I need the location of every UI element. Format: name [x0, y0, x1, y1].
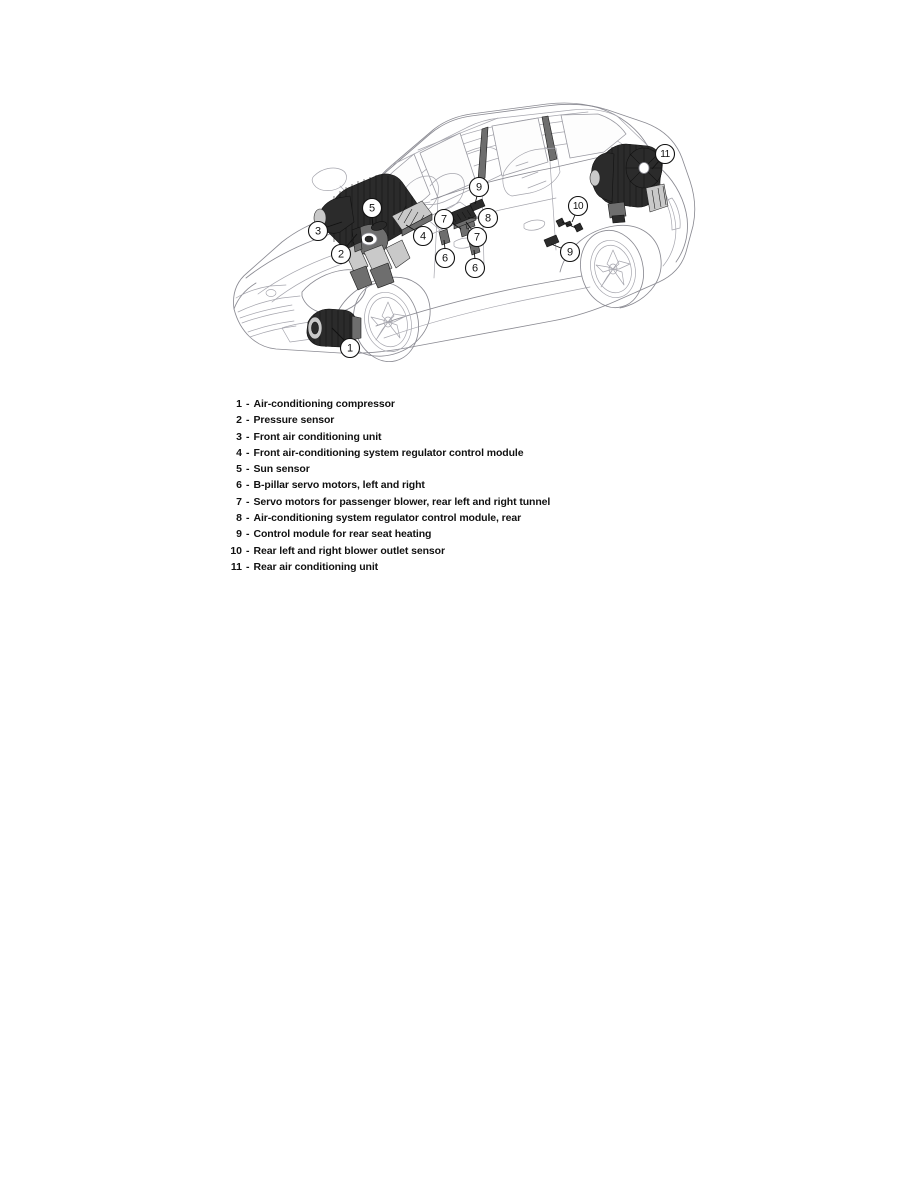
legend-item [222, 414, 642, 430]
legend-separator: - [246, 479, 250, 492]
callout-4-label: 4 [419, 230, 427, 243]
legend-item [222, 528, 642, 544]
legend-item [222, 479, 642, 495]
legend-label: Rear left and right blower outlet sensor [253, 544, 445, 557]
legend-number: 7 [236, 495, 242, 508]
callout-7-upper [435, 210, 454, 229]
legend-item [222, 512, 642, 528]
callout-1 [341, 339, 360, 358]
callout-3-label: 3 [314, 225, 322, 238]
legend-separator: - [246, 398, 250, 410]
legend-label: B-pillar servo motors, left and right [253, 479, 425, 492]
callout-4 [414, 227, 433, 246]
legend-number: 10 [230, 544, 242, 557]
legend-number: 6 [236, 479, 242, 492]
legend-number: 1 [236, 398, 242, 410]
legend-separator: - [246, 446, 250, 459]
legend-item [222, 561, 642, 577]
callout-3 [309, 222, 328, 241]
legend-separator: - [246, 495, 250, 508]
legend-label: Front air-conditioning system regulator control module [253, 446, 524, 459]
callout-9-front [470, 178, 489, 197]
legend-label: Air-conditioning system regulator control module, rear [253, 512, 522, 525]
legend-number: 4 [236, 446, 242, 459]
legend-label: Air-conditioning compressor [253, 398, 395, 410]
legend-label: Control module for rear seat heating [253, 528, 432, 541]
callout-7-lower [468, 228, 487, 247]
legend-separator: - [246, 414, 250, 427]
legend-separator: - [246, 430, 250, 443]
legend-label: Rear air conditioning unit [253, 560, 379, 573]
callout-9-rear [561, 243, 580, 262]
legend-number: 9 [236, 528, 242, 541]
legend-separator: - [246, 463, 250, 476]
legend-label: Servo motors for passenger blower, rear left and right tunnel [253, 495, 551, 508]
callout-7-upper-label: 7 [440, 213, 448, 226]
legend-label: Front air conditioning unit [253, 430, 382, 443]
legend-separator: - [246, 560, 250, 573]
component-legend [222, 398, 642, 577]
callout-6-right-label: 6 [471, 262, 479, 275]
callout-6-left [436, 249, 455, 268]
callout-7-lower-label: 7 [473, 231, 481, 244]
callout-11 [656, 145, 675, 164]
callout-10 [569, 197, 588, 216]
legend-item [222, 463, 642, 479]
legend-item [222, 545, 642, 561]
callout-2-label: 2 [337, 248, 345, 261]
legend-item [222, 398, 642, 414]
callout-11-label: 11 [660, 149, 670, 160]
callout-5-label: 5 [368, 202, 376, 215]
legend-separator: - [246, 512, 250, 525]
callout-6-left-label: 6 [441, 252, 449, 265]
callout-9-rear-label: 9 [566, 246, 574, 259]
callout-5 [363, 199, 382, 218]
legend-item [222, 447, 642, 463]
legend-number: 5 [236, 463, 242, 476]
legend-separator: - [246, 528, 250, 541]
callout-8-label: 8 [484, 212, 492, 225]
callout-10-label: 10 [572, 201, 584, 212]
legend-number: 2 [236, 414, 242, 427]
legend-number: 11 [230, 560, 242, 573]
legend-item [222, 496, 642, 512]
legend-number: 8 [236, 512, 242, 525]
legend-separator: - [246, 544, 250, 557]
callout-2 [332, 245, 351, 264]
legend-label: Sun sensor [253, 463, 310, 476]
vehicle-diagram [216, 26, 702, 398]
callout-1-label: 1 [346, 342, 354, 355]
callout-8 [479, 209, 498, 228]
callout-9-front-label: 9 [475, 181, 483, 194]
callout-6-right [466, 259, 485, 278]
legend-number: 3 [236, 430, 242, 443]
legend-label: Pressure sensor [253, 414, 335, 427]
legend-item [222, 431, 642, 447]
